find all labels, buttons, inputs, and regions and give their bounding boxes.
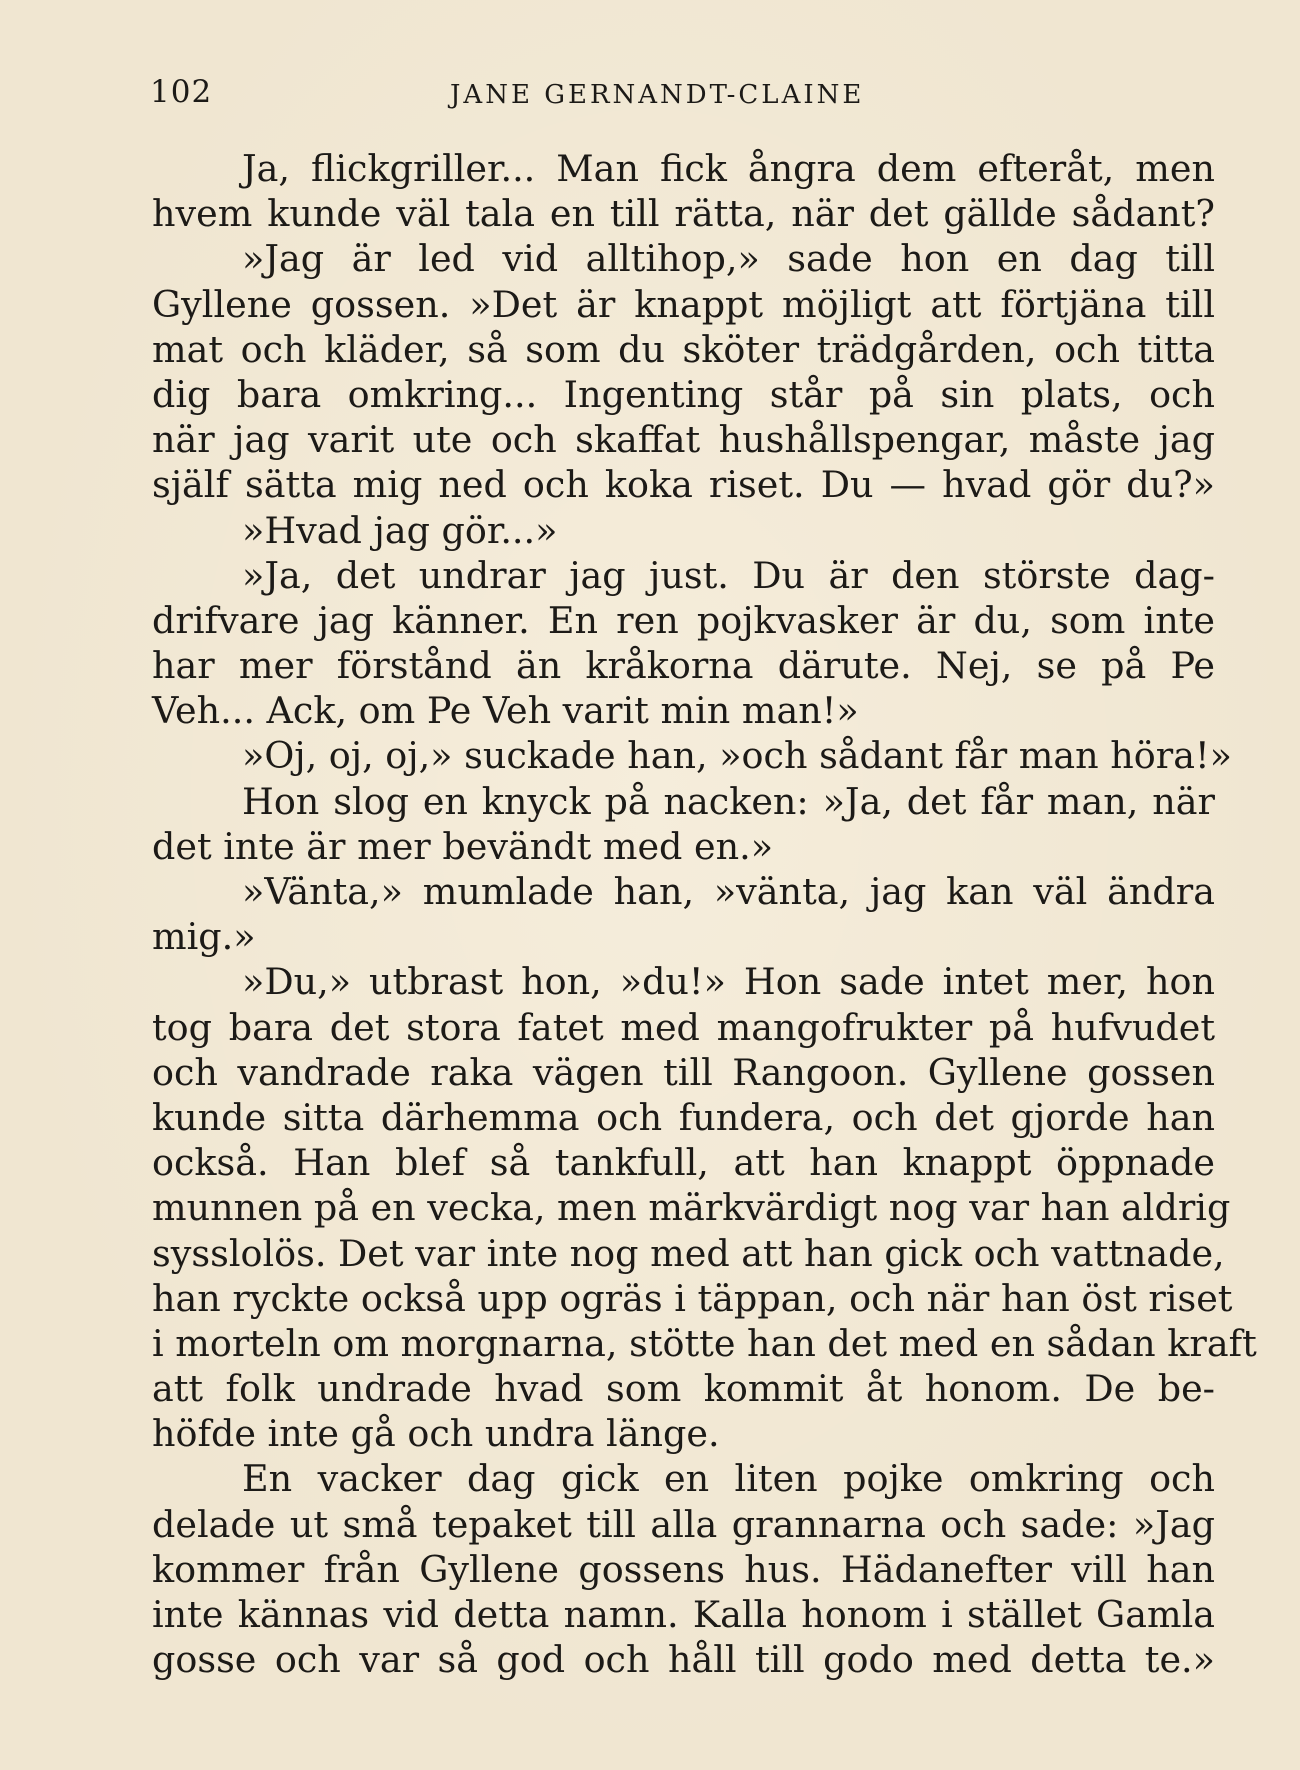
- text-line: drifvare jag känner. En ren pojkvasker är du, som inte: [152, 598, 1215, 642]
- text-line: Hon slog en knyck på nacken: »Ja, det får man, när: [242, 779, 1215, 823]
- text-line: »Ja, det undrar jag just. Du är den störste dag-: [242, 553, 1215, 597]
- text-line: Gyllene gossen. »Det är knappt möjligt att förtjäna till: [152, 282, 1215, 326]
- text-line: »Du,» utbrast hon, »du!» Hon sade intet mer, hon: [242, 960, 1215, 1004]
- text-line: Veh... Ack, om Pe Veh varit min man!»: [152, 689, 859, 733]
- text-line: också. Han blef så tankfull, att han knappt öppnade: [152, 1141, 1215, 1185]
- text-line: mig.»: [152, 915, 256, 959]
- text-line: det inte är mer bevändt med en.»: [152, 824, 774, 868]
- text-line: munnen på en vecka, men märkvärdigt nog var han aldrig: [152, 1186, 1231, 1230]
- text-line: dig bara omkring... Ingenting står på sin plats, och: [152, 372, 1215, 416]
- text-line: gosse och var så god och håll till godo med detta te.»: [152, 1638, 1215, 1682]
- text-line: att folk undrade hvad som kommit åt honom. De be-: [152, 1367, 1215, 1411]
- text-line: när jag varit ute och skaffat hushållspengar, måste jag: [152, 418, 1215, 462]
- text-line: »Hvad jag gör...»: [242, 508, 558, 552]
- text-line: kommer från Gyllene gossens hus. Hädanefter vill han: [152, 1547, 1215, 1591]
- text-line: delade ut små tepaket till alla grannarna och sade: »Jag: [152, 1502, 1215, 1546]
- text-line: i morteln om morgnarna, stötte han det med en sådan kraft: [152, 1321, 1257, 1365]
- text-line: inte kännas vid detta namn. Kalla honom i stället Gamla: [152, 1593, 1215, 1636]
- text-line: En vacker dag gick en liten pojke omkring och: [242, 1457, 1215, 1501]
- page-number: 102: [150, 74, 213, 110]
- text-line: hvem kunde väl tala en till rätta, när det gällde sådant?: [152, 192, 1215, 236]
- text-line: själf sätta mig ned och koka riset. Du — hvad gör du?»: [152, 463, 1215, 507]
- text-line: »Vänta,» mumlade han, »vänta, jag kan väl ändra: [242, 870, 1215, 913]
- text-line: och vandrade raka vägen till Rangoon. Gyllene gossen: [152, 1050, 1215, 1094]
- body-text: [152, 146, 1257, 1682]
- text-line: höfde inte gå och undra länge.: [152, 1412, 720, 1456]
- running-head: JANE GERNANDT-CLAINE: [450, 80, 865, 110]
- page-header: [150, 74, 1210, 114]
- text-line: kunde sitta därhemma och fundera, och det gjorde han: [152, 1095, 1215, 1139]
- text-line: »Jag är led vid alltihop,» sade hon en dag till: [242, 237, 1215, 281]
- text-line: »Oj, oj, oj,» suckade han, »och sådant får man höra!»: [242, 734, 1232, 778]
- text-line: Ja, flickgriller... Man fick ångra dem efteråt, men: [242, 147, 1215, 190]
- text-line: sysslolös. Det var inte nog med att han gick och vattnade,: [152, 1231, 1225, 1275]
- text-line: har mer förstånd än kråkorna därute. Nej, se på Pe: [152, 644, 1215, 688]
- text-line: mat och kläder, så som du sköter trädgården, och titta: [152, 327, 1215, 371]
- text-line: han ryckte också upp ogräs i täppan, och när han öst riset: [152, 1276, 1233, 1320]
- text-line: tog bara det stora fatet med mangofrukter på hufvudet: [152, 1005, 1215, 1049]
